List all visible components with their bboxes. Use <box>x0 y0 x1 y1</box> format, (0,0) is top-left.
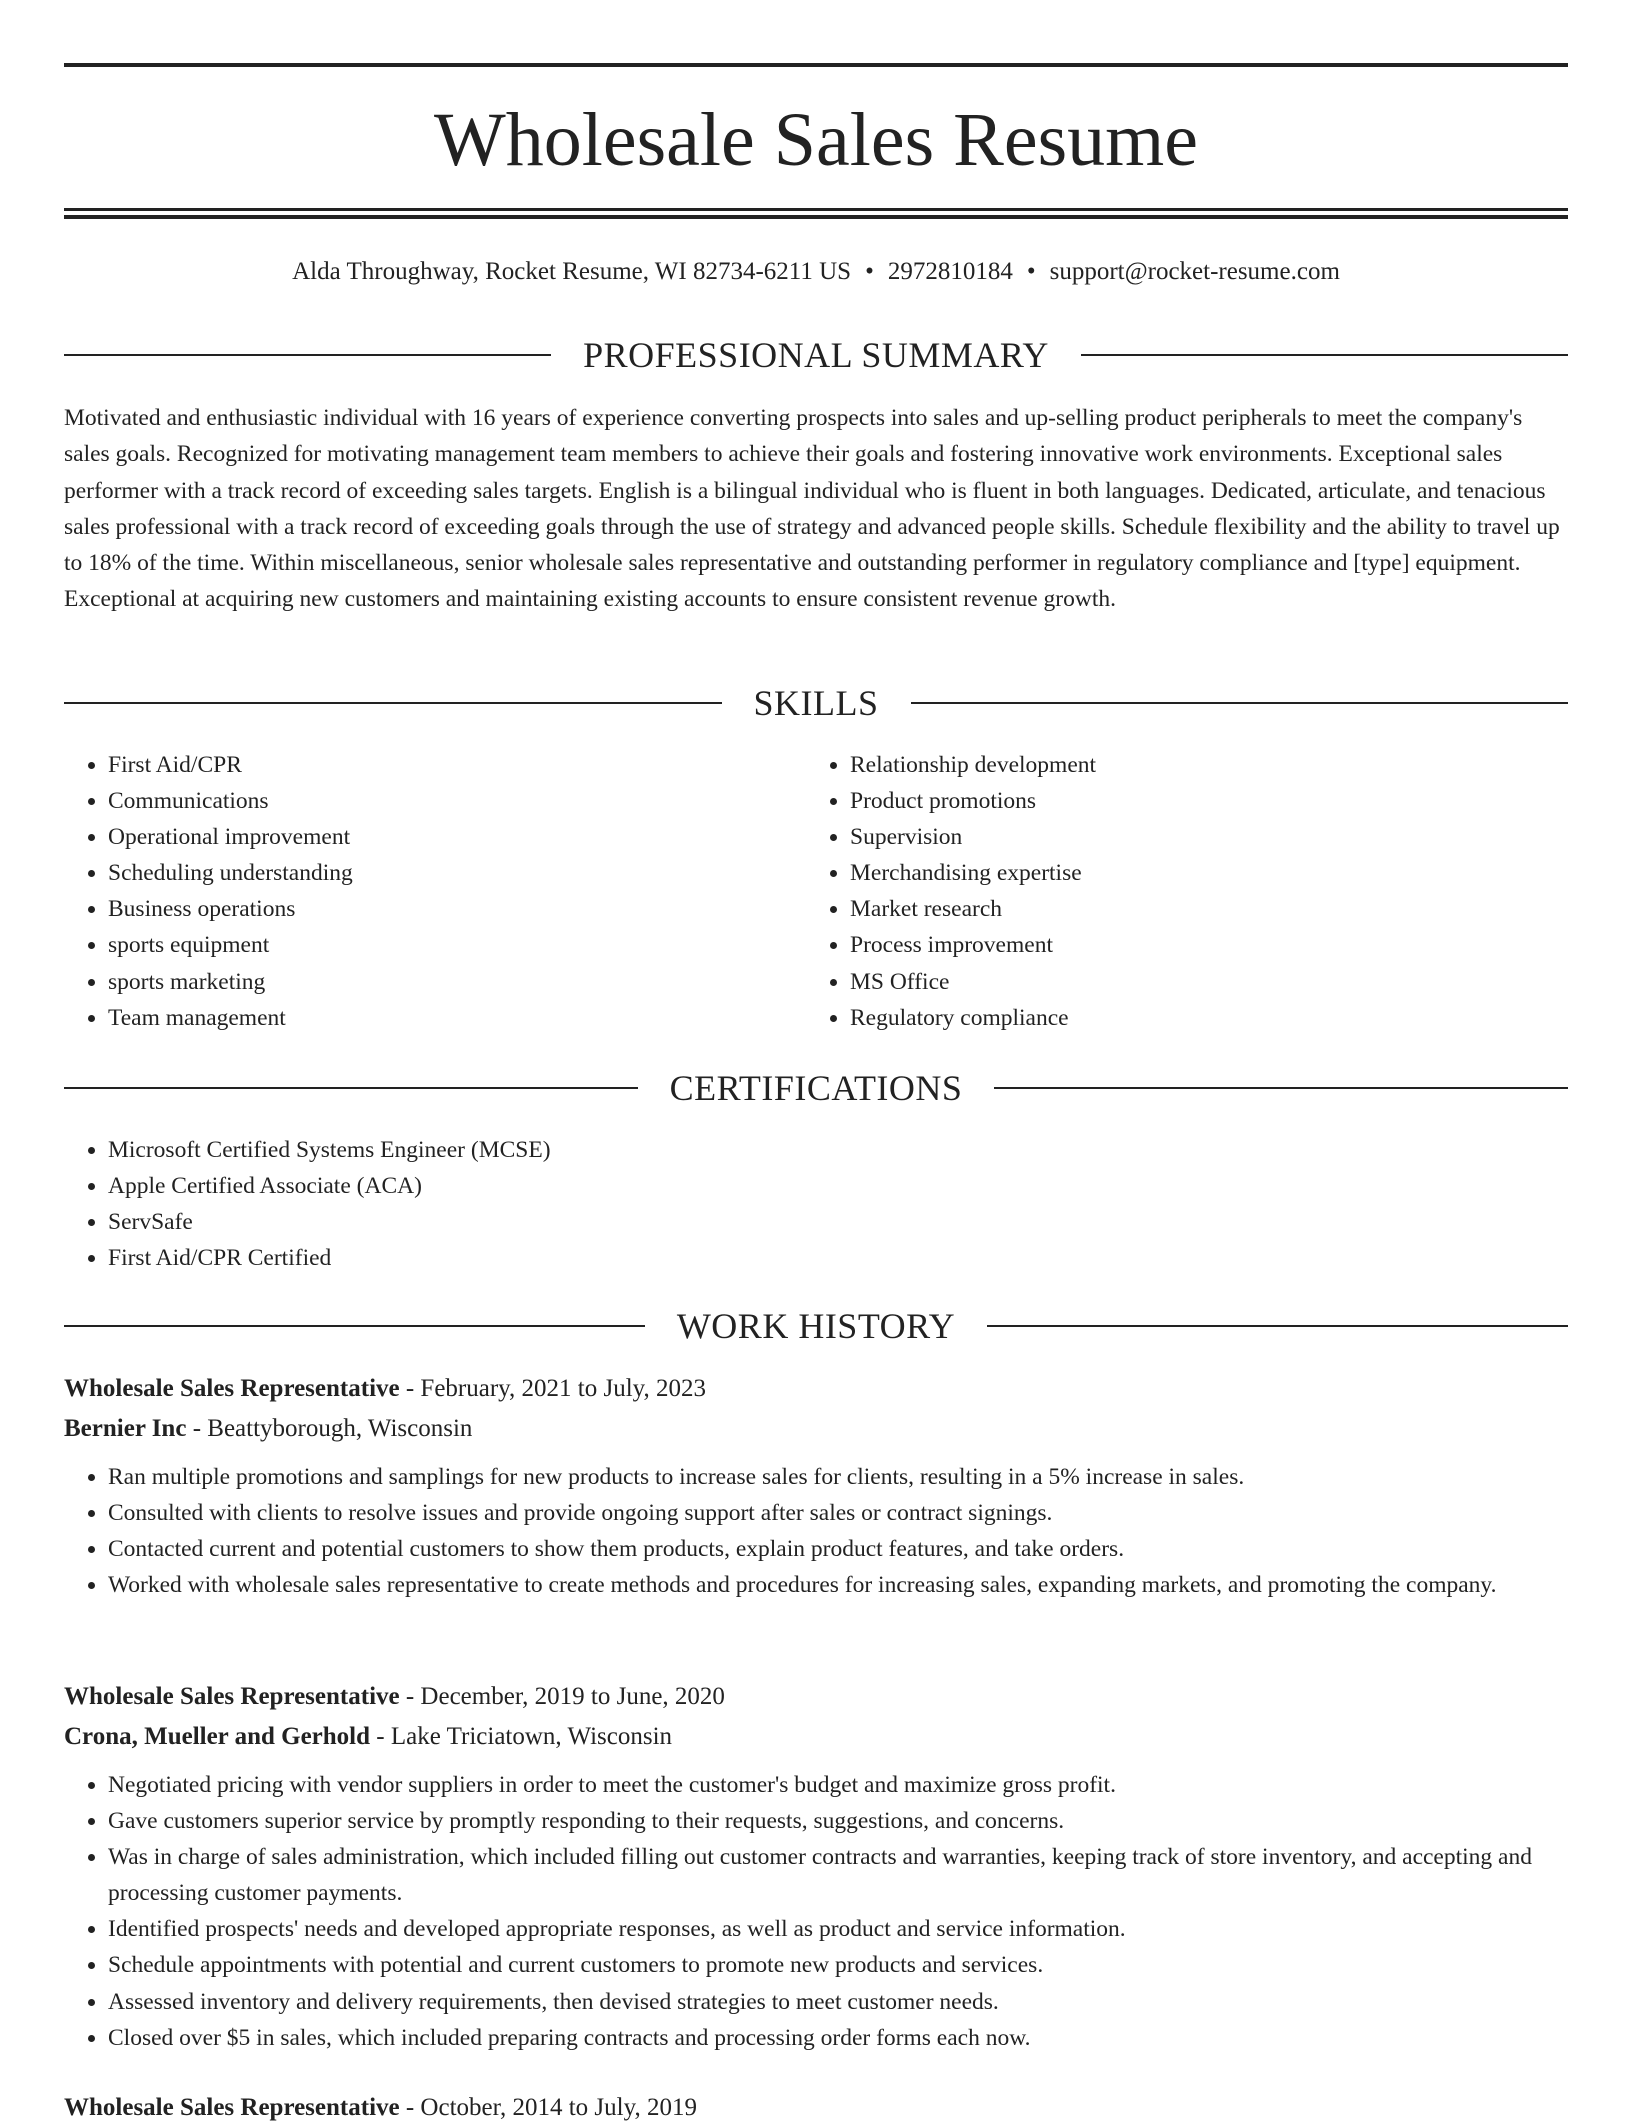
contact-separator: • <box>865 258 874 285</box>
contact-email: support@rocket-resume.com <box>1049 258 1340 285</box>
page-title: Wholesale Sales Resume <box>433 98 1198 182</box>
job-bullet: • Was in charge of sales administration, which included filling out customer contracts and warranties, keeping track of store inventory, and accepting and processing customer payments. <box>108 1839 1568 1911</box>
title-rule-lower <box>64 215 1568 219</box>
top-rule <box>64 63 1568 67</box>
heading-rule <box>1081 354 1568 356</box>
title-rule-upper <box>64 208 1568 211</box>
job-dates: - October, 2014 to July, 2019 <box>399 2094 697 2121</box>
job-entry <box>64 1677 1568 2056</box>
job-bullet: • Assessed inventory and delivery requirements, then devised strategies to meet customer needs. <box>108 1984 1568 2020</box>
job-company-line <box>64 1409 1568 1449</box>
heading-rule <box>64 1087 638 1089</box>
heading-rule <box>64 354 551 356</box>
job-bullet: • Contacted current and potential customers to show them products, explain product features, and take orders. <box>108 1531 1568 1567</box>
job-company-line <box>64 1717 1568 1757</box>
skills-column-left <box>64 747 804 1036</box>
skill-item: • Supervision <box>850 819 1546 855</box>
skill-item: • Process improvement <box>850 927 1546 963</box>
summary-heading <box>64 333 1568 377</box>
job-location: - Lake Triciatown, Wisconsin <box>370 1723 673 1750</box>
job-bullet: • Negotiated pricing with vendor suppliers in order to meet the customer's budget and maximize gross profit. <box>108 1767 1568 1803</box>
job-bullet: • Identified prospects' needs and developed appropriate responses, as well as product and service information. <box>108 1911 1568 1947</box>
job-entry <box>64 2088 1568 2128</box>
skill-item: • Operational improvement <box>108 819 804 855</box>
certification-item: • Apple Certified Associate (ACA) <box>108 1168 1568 1204</box>
heading-rule <box>64 702 722 704</box>
job-title-line <box>64 2088 1568 2128</box>
skill-item: • Merchandising expertise <box>850 855 1546 891</box>
job-bullet: • Schedule appointments with potential and current customers to promote new products and services. <box>108 1947 1568 1983</box>
skills-column-right <box>806 747 1546 1036</box>
job-title-line <box>64 1677 1568 1717</box>
heading-rule <box>64 1325 645 1327</box>
work-heading-label: WORK HISTORY <box>676 1306 956 1346</box>
certification-item: • ServSafe <box>108 1204 1568 1240</box>
skill-item: • Scheduling understanding <box>108 855 804 891</box>
job-title-line <box>64 1369 1568 1409</box>
heading-rule <box>994 1087 1568 1089</box>
job-bullet: • Consulted with clients to resolve issues and provide ongoing support after sales or contract signings. <box>108 1495 1568 1531</box>
job-bullet: • Worked with wholesale sales representative to create methods and procedures for increasing sales, expanding markets, and promoting the company. <box>108 1567 1568 1603</box>
summary-text: Motivated and enthusiastic individual with 16 years of experience converting prospects into sales and up-selling product peripherals to meet the company's sales goals. Recognized for motivating management team members to achieve their goals and fostering innovative work environments. Exceptional sales performer with a track record of exceeding sales targets. English is a bilingual individual who is fluent in both languages. Dedicated, articulate, and tenacious sales professional with a track record of exceeding goals through the use of strategy and advanced people skills. Schedule flexibility and the ability to travel up to 18% of the time. Within miscellaneous, senior wholesale sales representative and outstanding performer in regulatory compliance and [type] equipment. Exceptional at acquiring new customers and maintaining existing accounts to ensure consistent revenue growth. <box>64 405 1560 613</box>
certification-item: • First Aid/CPR Certified <box>108 1240 1568 1276</box>
certifications-list <box>64 1132 1568 1276</box>
job-entry <box>64 1369 1568 1603</box>
skill-item: • sports equipment <box>108 927 804 963</box>
job-title: Wholesale Sales Representative <box>64 1683 400 1710</box>
skill-item: • Relationship development <box>850 747 1546 783</box>
job-title: Wholesale Sales Representative <box>64 2094 400 2121</box>
job-company: Bernier Inc <box>64 1415 187 1442</box>
skill-item: • sports marketing <box>108 964 804 1000</box>
contact-phone: 2972810184 <box>887 258 1013 285</box>
job-location: - Beattyborough, Wisconsin <box>186 1415 473 1442</box>
skill-item: • Product promotions <box>850 783 1546 819</box>
job-bullet: • Gave customers superior service by promptly responding to their requests, suggestions, and concerns. <box>108 1803 1568 1839</box>
heading-rule <box>911 702 1569 704</box>
skill-item: • Market research <box>850 891 1546 927</box>
job-title: Wholesale Sales Representative <box>64 1375 400 1402</box>
summary-heading-label: PROFESSIONAL SUMMARY <box>583 335 1049 375</box>
job-dates: - December, 2019 to June, 2020 <box>399 1683 725 1710</box>
skill-item: • MS Office <box>850 964 1546 1000</box>
skill-item: • Regulatory compliance <box>850 1000 1546 1036</box>
skill-item: • Business operations <box>108 891 804 927</box>
work-heading <box>64 1304 1568 1348</box>
skill-item: • Team management <box>108 1000 804 1036</box>
skills-heading <box>64 681 1568 725</box>
job-company: Crona, Mueller and Gerhold <box>64 1723 371 1750</box>
contact-address: Alda Throughway, Rocket Resume, WI 82734-6211 US <box>292 258 852 285</box>
contact-line <box>64 254 1568 290</box>
certification-item: • Microsoft Certified Systems Engineer (MCSE) <box>108 1132 1568 1168</box>
heading-rule <box>987 1325 1568 1327</box>
job-dates: - February, 2021 to July, 2023 <box>399 1375 707 1402</box>
job-bullet: • Closed over $5 in sales, which included preparing contracts and processing order forms each now. <box>108 2020 1568 2056</box>
skill-item: • First Aid/CPR <box>108 747 804 783</box>
skill-item: • Communications <box>108 783 804 819</box>
contact-separator: • <box>1026 258 1036 285</box>
certifications-heading-label: CERTIFICATIONS <box>669 1068 963 1108</box>
job-bullet: • Ran multiple promotions and samplings for new products to increase sales for clients, resulting in a 5% increase in sales. <box>108 1459 1568 1495</box>
skills-heading-label: SKILLS <box>753 683 879 723</box>
certifications-heading <box>64 1066 1568 1110</box>
